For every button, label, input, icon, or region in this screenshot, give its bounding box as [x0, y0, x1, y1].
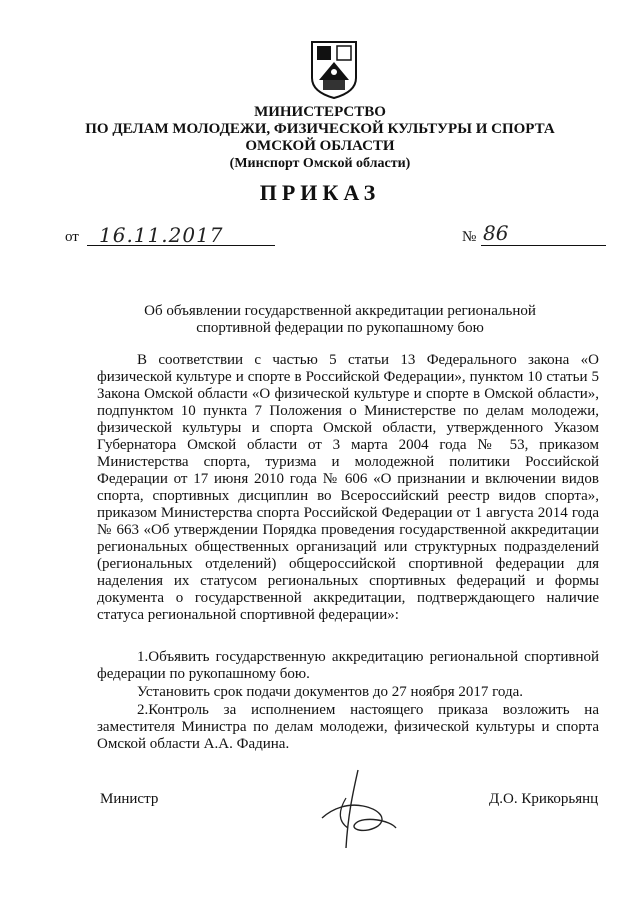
order-number-handwritten: 86 [483, 221, 509, 245]
document-title: ПРИКАЗ [259, 180, 381, 205]
ministry-title-line1: МИНИСТЕРСТВО [254, 104, 386, 120]
order-date-number-row [65, 221, 615, 249]
handwritten-signature [318, 768, 398, 853]
deadline-paragraph: Установить срок подачи документов до 27 ноября 2017 года. [137, 684, 524, 700]
preamble-paragraph: В соответствии с частью 5 статьи 13 Федерального закона «О физической культуре и спорте в Российской Федерации», пунктом 10 статьи 5 Закона Омской области «О физической культуре и спорте в Омской области», подпунктом 10 пункта 7 Положения о Министерстве по делам молодежи, физической культуры и спорта Омской области, утвержденного Указом Губернатора Омской области от 3 марта 2004 года № 53, приказом Министерства спорта, туризма и молодежной политики Российской Федерации от 17 июня 2010 года № 606 «О признании и включении видов спорта, спортивных дисциплин во Всероссийский реестр видов спорта», приказом Министерства спорта Российской Федерации от 1 августа 2014 года № 663 «Об утверждении Порядка проведения государственной аккредитации региональных общественных организаций или структурных подразделений (региональных отделений) общероссийской спортивной федерации для наделения их статусом региональных спортивных федераций и формы документа о государственной аккредитации, подтверждающего наличие статуса региональной спортивной федерации»: [97, 352, 599, 623]
ministry-short-name: (Минспорт Омской области) [229, 156, 411, 171]
order-date-handwritten: 16.11.2017 [99, 223, 224, 247]
signatory-position: Министр [100, 791, 159, 807]
signatory-name: Д.О. Крикорьянц [489, 791, 599, 807]
coat-of-arms-emblem [309, 40, 359, 100]
ministry-title-line2: ПО ДЕЛАМ МОЛОДЕЖИ, ФИЗИЧЕСКОЙ КУЛЬТУРЫ И СПОРТА [85, 121, 555, 137]
ministry-title-line3: ОМСКОЙ ОБЛАСТИ [245, 138, 395, 154]
clause-2-paragraph: 2.Контроль за исполнением настоящего приказа возложить на заместителя Министра по делам молодежи, физической культуры и спорта Омской области А.А. Фадина. [97, 702, 599, 752]
order-subject: Об объявлении государственной аккредитации региональной спортивной федерации по рукопашному бою [144, 303, 536, 336]
date-underline [87, 245, 275, 246]
clause-1-paragraph: 1.Объявить государственную аккредитацию региональной спортивной федерации по рукопашному бою. [97, 649, 599, 682]
date-prefix: от [65, 229, 79, 245]
number-underline [481, 245, 606, 246]
number-prefix: № [462, 229, 477, 245]
